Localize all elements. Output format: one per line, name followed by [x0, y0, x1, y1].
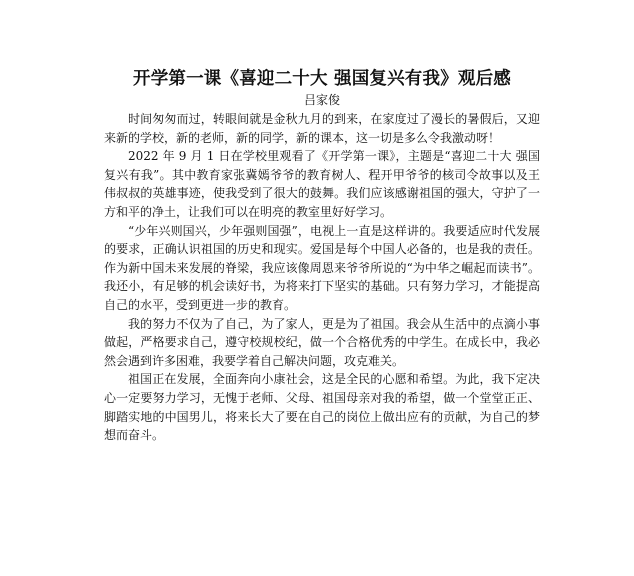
paragraph-5: 祖国正在发展，全面奔向小康社会，这是全民的心愿和希望。为此，我下定决心一定要努力学习，无愧于老师、父母、祖国母亲对我的希望，做一个堂堂正正、脚踏实地的中国男儿，将来长大了要在自己的岗位上做出应有的贡献，为自己的梦想而奋斗。	[104, 372, 540, 443]
document-title: 开学第一课《喜迎二十大 强国复兴有我》观后感	[133, 69, 511, 89]
paragraph-1: 时间匆匆而过，转眼间就是金秋九月的到来，在家度过了漫长的暑假后，又迎来新的学校，新的老师，新的同学，新的课本，这一切是多么令我激动呀！	[104, 112, 540, 145]
paragraph-3: “少年兴则国兴，少年强则国强”，电视上一直是这样讲的。我要适应时代发展的要求，正确认识祖国的历史和现实。爱国是每个中国人必备的，也是我的责任。作为新中国未来发展的脊梁，我应该像周恩来爷爷所说的“为中华之崛起而读书”。我还小，有足够的机会读好书，为将来打下坚实的基础。只有努力学习，才能提高自己的水平，受到更进一步的教育。	[104, 223, 540, 312]
paragraph-2: 2022 年 9 月 1 日在学校里观看了《开学第一课》，主题是“喜迎二十大 强国复兴有我”。其中教育家张冀嫣爷爷的教育树人、程开甲爷爷的核司令故事以及王伟叔叔的英雄事迹，使我受到了很大的鼓舞。我们应该感谢祖国的强大，守护了一方和平的净土，让我们可以在明亮的教室里好好学习。	[104, 149, 540, 219]
paragraph-4: 我的努力不仅为了自己，为了家人，更是为了祖国。我会从生活中的点滴小事做起，严格要求自己，遵守校规校纪，做一个合格优秀的中学生。在成长中，我必然会遇到许多困难，我要学着自己解决问题，攻克难关。	[104, 316, 540, 368]
document-page	[104, 66, 540, 445]
document-author: 吕家俊	[303, 93, 340, 107]
